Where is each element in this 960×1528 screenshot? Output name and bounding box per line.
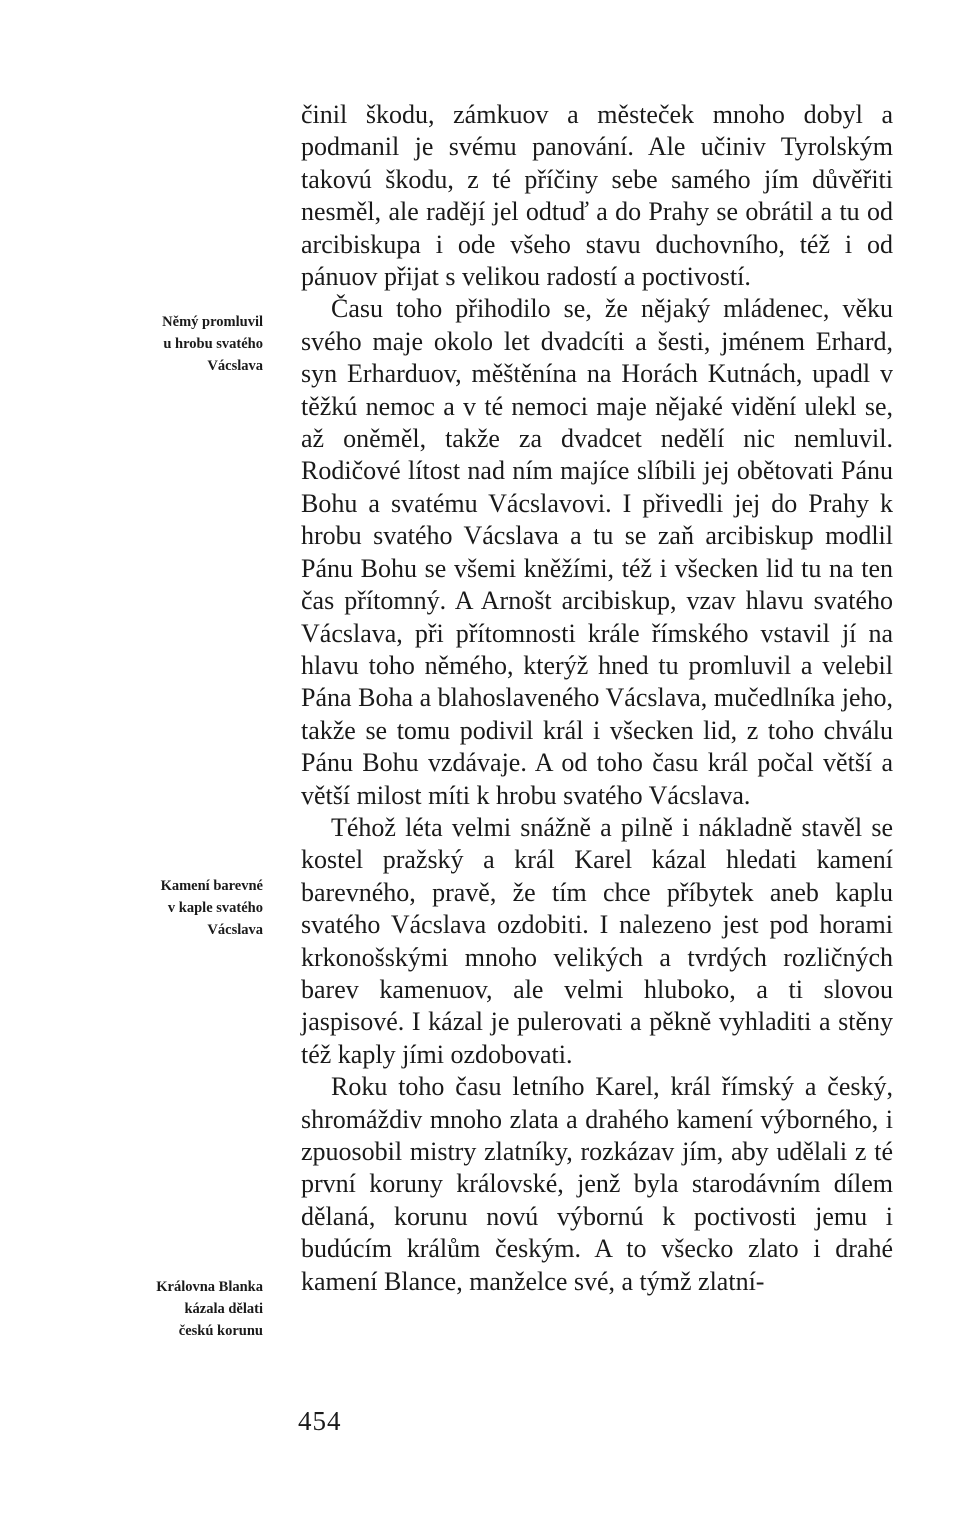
paragraph-2: Času toho přihodilo se, že nějaký mládenec, věku svého maje okolo let dvadcíti a šesti, jménem Erhard, syn Erharduov, měštěnína na Horách Kutnách, upadl v těžkú nemoc a v té nemoci maje nějaké vidění ulekl se, až oněměl, takže za dvadcet nedělí nic nemluvil. Rodičové lítost nad ním majíce slíbili jej obětovati Pánu Bohu a svatému Vácslavovi. I přivedli jej do Prahy k hrobu svatého Vácslava a tu se zaň arcibiskup modlil Pánu Bohu se všemi kněžími, též i všecken lid tu na ten čas přítomný. A Arnošt arcibiskup, vzav hlavu svatého Vácslava, při přítomnosti krále římského vstavil jí na hlavu toho němého, kterýž hned tu promluvil a velebil Pána Boha a blahoslaveného Vácslava, mučedlníka jeho, takže se tomu podivil král i všecken lid, z toho chválu Pánu Bohu vzdávaje. A od toho času král počal větší a větší milost míti k hrobu svatého Vácslava. xyxy=(301,294,893,810)
margin-note-queen-crown xyxy=(93,1276,263,1342)
margin-note-line: Vácslava xyxy=(207,358,263,374)
page-number: 454 xyxy=(298,1406,342,1436)
margin-note-line: Královna Blanka xyxy=(156,1279,263,1295)
margin-note-line: kázala dělati xyxy=(184,1301,263,1317)
margin-note-mute-spoke xyxy=(93,311,263,377)
paragraph-1: činil škodu, zámkuov a městeček mnoho dobyl a podmanil je svému panování. Ale učiniv Tyrolským takovú škodu, z té příčiny sebe samého jím důvěřiti nesměl, ale radějí jel odtuď a do Prahy se obrátil a tu od arcibiskupa i ode všeho stavu duchovního, též i od pánuov přijat s velikou radostí a poctivostí. xyxy=(301,100,893,292)
margin-note-line: Vácslava xyxy=(207,922,263,938)
main-text-column xyxy=(301,99,893,1298)
margin-note-line: českú korunu xyxy=(178,1323,263,1339)
paragraph-3: Téhož léta velmi snážně a pilně i nákladně stavěl se kostel pražský a král Karel kázal hledati kamení barevného, pravě, že tím chce příbytek aneb kaplu svatého Vácslava ozdobiti. I nalezeno jest pod horami krkonošskými mnoho velikých a tvrdých rozličných barev kamenuov, ale velmi hluboko, a ti slovou jaspisové. I kázal je pulerovati a pěkně vyhladiti a stěny též kaply jími ozdobovati. xyxy=(301,812,893,1069)
margin-note-line: Kamení barevné xyxy=(160,878,263,894)
paragraph-4: Roku toho času letního Karel, král římský a český, shromáždiv mnoho zlata a drahého kamení výborného, i zpuosobil mistry zlatníky, rozkázav jím, aby udělali z té první koruny královské, jenž byla starodávním dílem dělaná, korunu novú výbornú k poctivosti jemu i budúcím králům českým. A to všecko zlato i drahé kamení Blance, manželce své, a týmž zlatní- xyxy=(301,1072,893,1296)
margin-note-line: Němý promluvil xyxy=(162,314,263,330)
margin-note-line: u hrobu svatého xyxy=(163,336,263,352)
margin-note-colored-stones xyxy=(93,875,263,941)
margin-note-line: v kaple svatého xyxy=(167,900,263,916)
